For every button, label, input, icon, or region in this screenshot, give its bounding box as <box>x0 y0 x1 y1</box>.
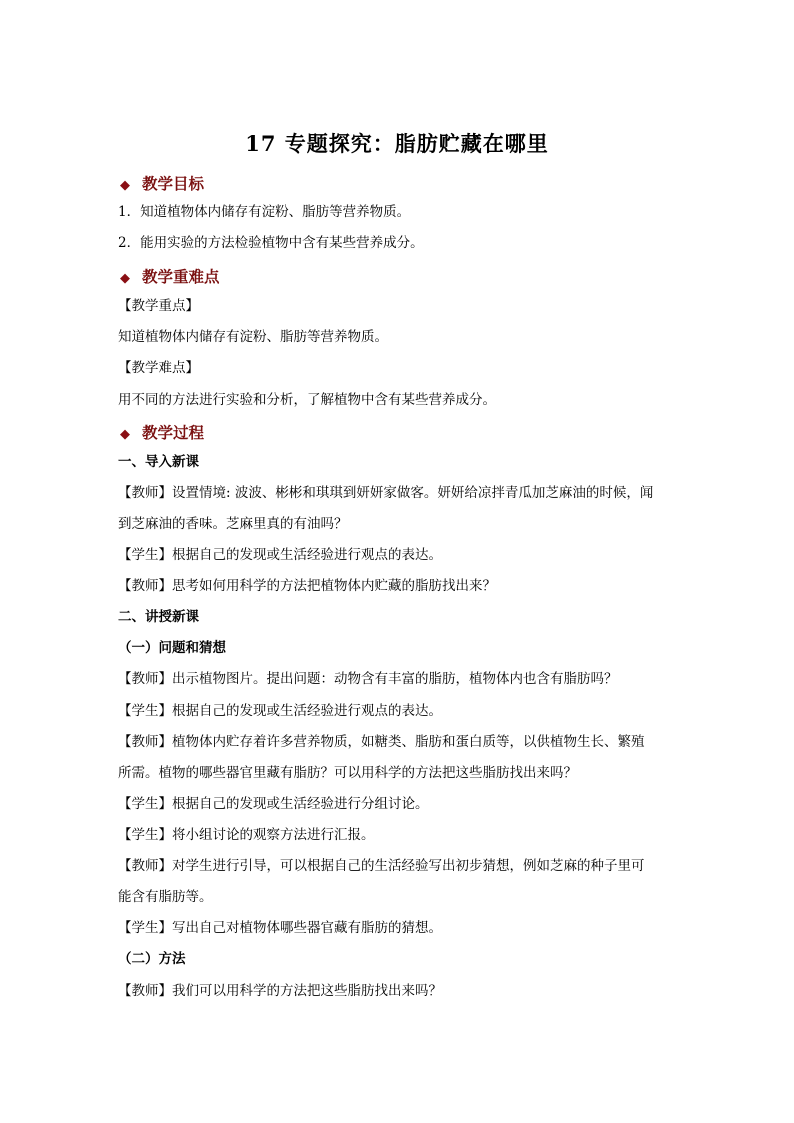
paragraph: 【教师】出示植物图片。提出问题：动物含有丰富的脂肪，植物体内也含有脂肪吗？ <box>118 671 618 687</box>
paragraph: 【学生】根据自己的发现或生活经验进行分组讨论。 <box>118 796 429 812</box>
focus-text: 知道植物体内储存有淀粉、脂肪等营养物质。 <box>118 329 388 345</box>
section-heading-text: 教学目标 <box>142 174 205 193</box>
section-heading-goals <box>120 172 204 194</box>
paragraph: 【学生】根据自己的发现或生活经验进行观点的表达。 <box>118 547 442 563</box>
goal-item: 2．能用实验的方法检验植物中含有某些营养成分。 <box>118 235 424 251</box>
section-heading-text: 教学重难点 <box>142 267 220 286</box>
paragraph: 【教师】对学生进行引导，可以根据自己的生活经验写出初步猜想，例如芝麻的种子里可 <box>118 858 645 874</box>
difficulty-label: 【教学难点】 <box>118 360 199 376</box>
paragraph: 【教师】植物体内贮存着许多营养物质，如糖类、脂肪和蛋白质等，以供植物生长、繁殖 <box>118 734 645 750</box>
difficulty-text: 用不同的方法进行实验和分析，了解植物中含有某些营养成分。 <box>118 392 496 408</box>
paragraph: 【学生】根据自己的发现或生活经验进行观点的表达。 <box>118 703 442 719</box>
paragraph: 【教师】设置情境: 波波、彬彬和琪琪到妍妍家做客。妍妍给凉拌青瓜加芝麻油的时候，闻 <box>118 485 654 501</box>
section-heading-key <box>120 265 220 287</box>
subsection-heading: （二）方法 <box>118 951 186 967</box>
part-heading: 一、导入新课 <box>118 454 199 470</box>
paragraph: 能含有脂肪等。 <box>118 889 213 905</box>
paragraph: 【学生】写出自己对植物体哪些器官藏有脂肪的猜想。 <box>118 920 442 936</box>
section-heading-process <box>120 421 204 443</box>
paragraph: 【学生】将小组讨论的观察方法进行汇报。 <box>118 827 375 843</box>
page-title: 17 专题探究：脂肪贮藏在哪里 <box>245 131 549 156</box>
section-heading-text: 教学过程 <box>142 423 205 442</box>
paragraph: 所需。植物的哪些器官里藏有脂肪？可以用科学的方法把这些脂肪找出来吗？ <box>118 765 577 781</box>
diamond-bullet-icon: ◆ <box>120 178 130 193</box>
paragraph: 到芝麻油的香味。芝麻里真的有油吗？ <box>118 516 348 532</box>
subsection-heading: （一）问题和猜想 <box>118 640 226 656</box>
focus-label: 【教学重点】 <box>118 298 199 314</box>
part-heading: 二、讲授新课 <box>118 609 199 625</box>
goal-item: 1．知道植物体内储存有淀粉、脂肪等营养物质。 <box>118 204 411 220</box>
diamond-bullet-icon: ◆ <box>120 271 130 286</box>
diamond-bullet-icon: ◆ <box>120 427 130 442</box>
paragraph: 【教师】思考如何用科学的方法把植物体内贮藏的脂肪找出来？ <box>118 578 496 594</box>
paragraph: 【教师】我们可以用科学的方法把这些脂肪找出来吗？ <box>118 983 442 999</box>
